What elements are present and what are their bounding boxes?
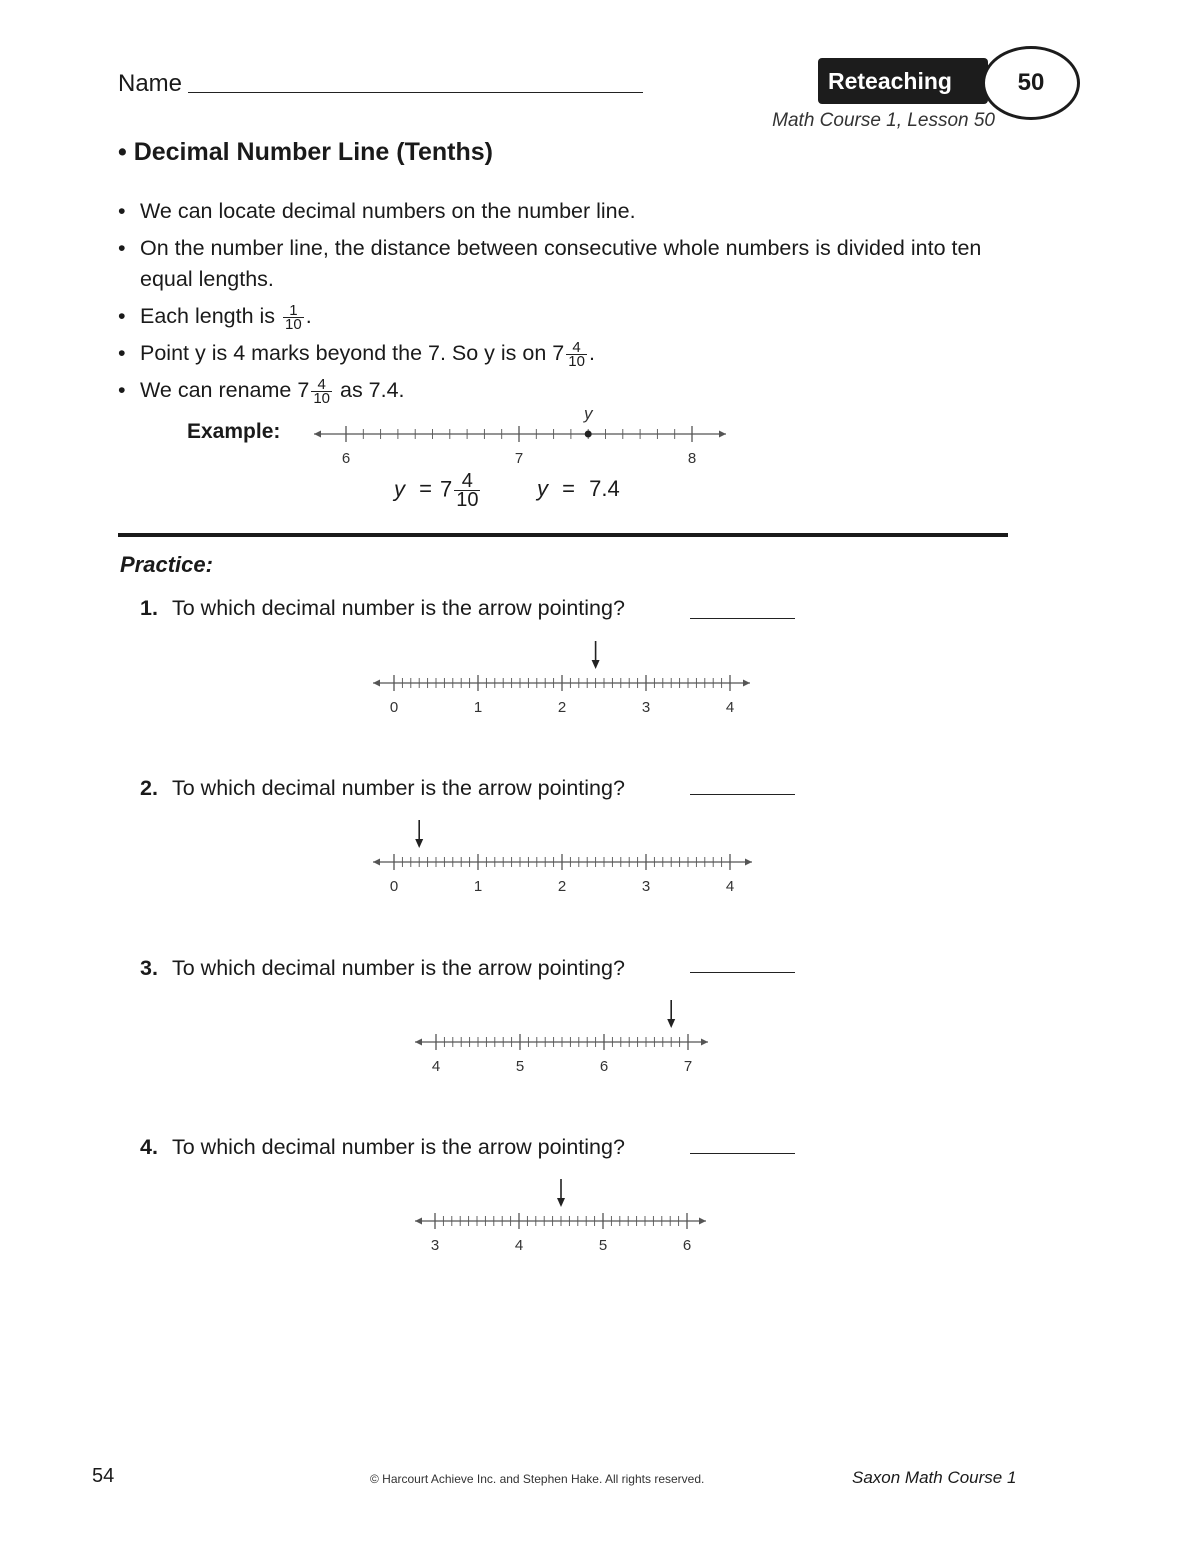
fraction xyxy=(454,472,480,509)
q3-line-tick-label: 6 xyxy=(599,1058,609,1075)
question-1 xyxy=(140,596,625,621)
course-line: Math Course 1, Lesson 50 xyxy=(772,110,995,131)
example-right-arrowhead xyxy=(719,431,726,438)
q3-line-left-arrowhead xyxy=(415,1039,422,1046)
eq-equals: = xyxy=(419,476,432,502)
q1-line-right-arrowhead xyxy=(743,680,750,687)
q2-line-arrow-head xyxy=(415,839,423,848)
reteaching-badge: Reteaching xyxy=(818,58,988,104)
q2-line-tick-label: 1 xyxy=(473,878,483,895)
answer-field-3[interactable] xyxy=(690,972,795,973)
bullet-text: We can locate decimal numbers on the number line. xyxy=(140,199,636,223)
eq-value: 7.4 xyxy=(589,476,620,501)
q1-line-tick-label: 0 xyxy=(389,699,399,716)
q1-line-left-arrowhead xyxy=(373,680,380,687)
example-tick-label: 8 xyxy=(687,450,697,467)
name-label: Name xyxy=(118,70,183,97)
fraction-numerator: 4 xyxy=(566,341,587,355)
copyright-notice: © Harcourt Achieve Inc. and Stephen Hake. All rights reserved. xyxy=(370,1472,705,1486)
bullet-item xyxy=(118,375,998,406)
q4-line-left-arrowhead xyxy=(415,1218,422,1225)
q1-line-tick-label: 1 xyxy=(473,699,483,716)
question-3 xyxy=(140,956,625,981)
fraction-denominator: 10 xyxy=(456,489,479,511)
q4-line-tick-label: 3 xyxy=(430,1237,440,1254)
q4-line-right-arrowhead xyxy=(699,1218,706,1225)
example-left-arrowhead xyxy=(314,431,321,438)
section-divider xyxy=(118,533,1008,537)
q1-line-arrow-head xyxy=(592,660,600,669)
example-label: Example: xyxy=(187,420,281,443)
answer-field-4[interactable] xyxy=(690,1153,795,1154)
q3-line-arrow-head xyxy=(667,1019,675,1028)
bullet-suffix: as 7.4. xyxy=(339,378,405,402)
question-number: 1. xyxy=(140,596,158,620)
q3-line-tick-label: 5 xyxy=(515,1058,525,1075)
example-equation-fraction xyxy=(394,472,482,509)
q4-line-arrow-head xyxy=(557,1198,565,1207)
q1-line-tick-label: 4 xyxy=(725,699,735,716)
bullet-item xyxy=(118,233,998,295)
q2-line-left-arrowhead xyxy=(373,859,380,866)
fraction xyxy=(283,301,304,333)
fraction-denominator: 10 xyxy=(285,315,302,333)
fraction-denominator: 10 xyxy=(313,389,330,407)
question-number: 4. xyxy=(140,1135,158,1159)
bullet-text: On the number line, the distance between consecutive whole numbers is divided into ten equal lengths. xyxy=(140,236,982,291)
fraction xyxy=(311,375,332,407)
q2-line-right-arrowhead xyxy=(745,859,752,866)
fraction-numerator: 4 xyxy=(454,472,480,491)
book-title: Saxon Math Course 1 xyxy=(852,1468,1017,1487)
bullet-text: We can rename 7 xyxy=(140,378,310,402)
practice-heading: Practice: xyxy=(120,552,213,577)
q3-line-tick-label: 4 xyxy=(431,1058,441,1075)
q4-line-tick-label: 6 xyxy=(682,1237,692,1254)
example-point-label: y xyxy=(583,404,593,423)
bullet-item xyxy=(118,196,998,227)
bullet-item xyxy=(118,301,998,332)
q1-line-tick-label: 2 xyxy=(557,699,567,716)
bullet-suffix: . xyxy=(305,304,312,328)
lesson-number-badge: 50 xyxy=(982,46,1080,120)
lesson-bullets xyxy=(118,196,998,412)
bullet-item xyxy=(118,338,998,369)
eq-whole: 7 xyxy=(439,476,453,502)
q3-line-tick-label: 7 xyxy=(683,1058,693,1075)
q3-line-right-arrowhead xyxy=(701,1039,708,1046)
q2-line-tick-label: 4 xyxy=(725,878,735,895)
example-equation-decimal xyxy=(537,476,620,502)
fraction-numerator: 4 xyxy=(311,378,332,392)
example-tick-label: 7 xyxy=(514,450,524,467)
answer-field-2[interactable] xyxy=(690,794,795,795)
name-field[interactable] xyxy=(188,92,643,93)
q1-line-tick-label: 3 xyxy=(641,699,651,716)
answer-field-1[interactable] xyxy=(690,618,795,619)
bullet-text: Point y is 4 marks beyond the 7. So y is on 7 xyxy=(140,341,565,365)
question-4 xyxy=(140,1135,625,1160)
fraction-denominator: 10 xyxy=(568,352,585,370)
example-tick-label: 6 xyxy=(341,450,351,467)
q2-line-tick-label: 2 xyxy=(557,878,567,895)
q2-line-tick-label: 3 xyxy=(641,878,651,895)
fraction-numerator: 1 xyxy=(283,304,304,318)
eq-equals: = xyxy=(562,476,575,501)
question-text: To which decimal number is the arrow pointing? xyxy=(172,956,625,980)
q2-line-tick-label: 0 xyxy=(389,878,399,895)
question-text: To which decimal number is the arrow pointing? xyxy=(172,596,625,620)
q4-line-tick-label: 5 xyxy=(598,1237,608,1254)
lesson-title: • Decimal Number Line (Tenths) xyxy=(118,138,494,166)
question-text: To which decimal number is the arrow pointing? xyxy=(172,1135,625,1159)
page-number: 54 xyxy=(92,1465,115,1487)
question-text: To which decimal number is the arrow pointing? xyxy=(172,776,625,800)
eq-variable: y xyxy=(537,476,548,501)
question-2 xyxy=(140,776,625,801)
example-point xyxy=(585,431,592,438)
bullet-suffix: . xyxy=(588,341,595,365)
eq-variable: y xyxy=(394,476,405,502)
fraction xyxy=(566,338,587,370)
question-number: 2. xyxy=(140,776,158,800)
question-number: 3. xyxy=(140,956,158,980)
bullet-text: Each length is xyxy=(140,304,276,328)
q4-line-tick-label: 4 xyxy=(514,1237,524,1254)
